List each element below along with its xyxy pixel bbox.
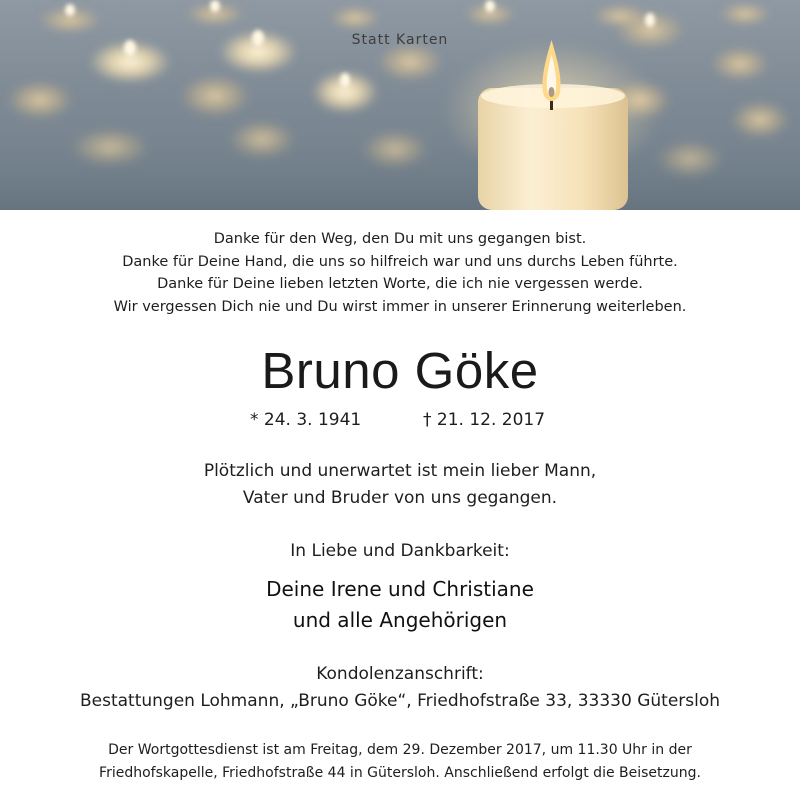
verse-line: Danke für Deine lieben letzten Worte, die ich nie vergessen werde. <box>157 276 643 292</box>
birth-date: * 24. 3. 1941 <box>250 410 362 430</box>
condolence-address-line: Bestattungen Lohmann, „Bruno Göke“, Friedhofstraße 33, 33330 Gütersloh <box>79 691 721 711</box>
condolence-address <box>0 661 800 715</box>
verse-line: Danke für Deine Hand, die uns so hilfreich war und uns durchs Leben führte. <box>122 253 678 270</box>
message-line: Plötzlich und unerwartet ist mein lieber Mann, <box>203 461 597 481</box>
header-candles-image <box>0 0 800 210</box>
verse-line: Danke für den Weg, den Du mit uns gegangen bist. <box>213 231 587 247</box>
mourners-line: Deine Irene und Christiane <box>266 577 534 601</box>
death-message <box>0 458 800 512</box>
signature-intro: In Liebe und Dankbarkeit: <box>290 541 510 561</box>
service-line: Der Wortgottesdienst ist am Freitag, dem 29. Dezember 2017, um 11.30 Uhr in der <box>108 742 692 758</box>
service-line: Friedhofskapelle, Friedhofstraße 44 in Gütersloh. Anschließend erfolgt die Beisetzung. <box>99 764 701 781</box>
verse <box>0 228 800 318</box>
statt-karten-label: Statt Karten <box>351 32 449 48</box>
death-date: † 21. 12. 2017 <box>423 410 546 430</box>
mourners-line: und alle Angehörigen <box>292 608 508 632</box>
verse-line: Wir vergessen Dich nie und Du wirst immer in unserer Erinnerung weiterleben. <box>113 298 687 315</box>
deceased-name: Bruno Göke <box>261 342 539 399</box>
service-info <box>0 739 800 784</box>
mourners <box>0 574 800 636</box>
message-line: Vater und Bruder von uns gegangen. <box>242 488 558 508</box>
condolence-label: Kondolenzanschrift: <box>316 664 484 684</box>
